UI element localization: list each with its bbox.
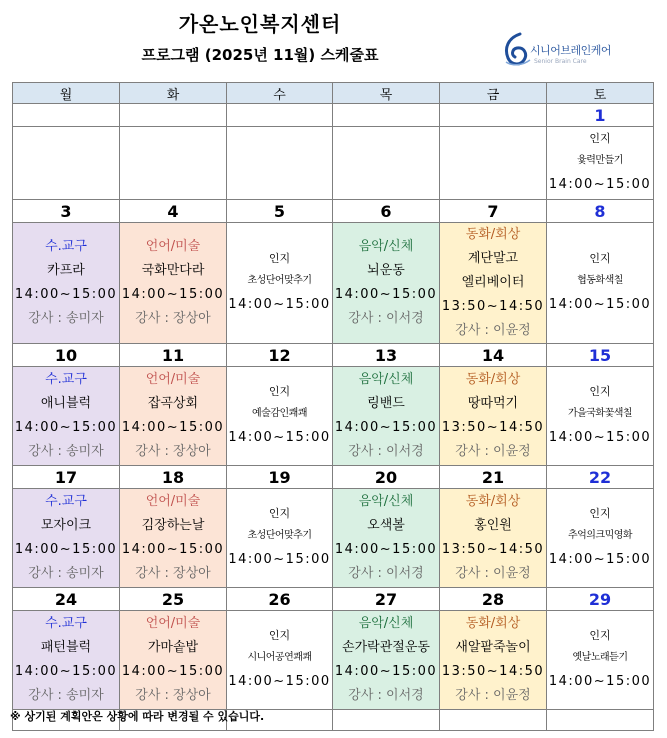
weekday-header: 월 <box>13 83 120 104</box>
program-category: 인지 <box>268 507 291 520</box>
program-time: 14:00~15:00 <box>121 287 225 302</box>
program-category: 언어/미술 <box>145 494 201 509</box>
event-cell <box>120 489 227 588</box>
event-cell <box>13 127 120 200</box>
date-number: 14 <box>440 344 547 367</box>
date-row <box>13 104 654 127</box>
program-category: 인지 <box>268 252 291 265</box>
event-cell <box>333 611 440 710</box>
event-cell <box>547 611 654 710</box>
program-teacher: 강사 : 이서경 <box>348 566 424 581</box>
date-number: 10 <box>13 344 120 367</box>
program-name: 추억의크믹영화 <box>567 530 633 541</box>
weekday-header: 토 <box>547 83 654 104</box>
event-cell <box>333 127 440 200</box>
weekday-header: 화 <box>120 83 227 104</box>
program-category: 음악/신체 <box>358 372 414 387</box>
weekday-header: 목 <box>333 83 440 104</box>
date-number: 4 <box>120 200 227 223</box>
program-category: 언어/미술 <box>145 239 201 254</box>
date-number: 22 <box>547 466 654 489</box>
event-cell <box>13 367 120 466</box>
program-time: 14:00~15:00 <box>334 420 438 435</box>
event-row <box>13 127 654 200</box>
weekday-header-row <box>13 83 654 104</box>
event-cell <box>13 489 120 588</box>
program-name: 김장하는날 <box>141 518 205 533</box>
program-name: 뇌운동 <box>367 263 405 278</box>
event-cell <box>440 223 547 344</box>
program-teacher: 강사 : 송미자 <box>28 311 104 326</box>
event-cell <box>547 127 654 200</box>
date-row <box>13 200 654 223</box>
program-teacher: 강사 : 송미자 <box>28 444 104 459</box>
program-name: 계단말고 <box>467 251 519 266</box>
program-time: 14:00~15:00 <box>121 664 225 679</box>
event-cell <box>227 223 333 344</box>
event-row <box>13 223 654 344</box>
program-name: 가마솥밥 <box>147 640 199 655</box>
program-category: 동화/회상 <box>465 372 521 387</box>
program-category: 수.교구 <box>45 372 87 387</box>
date-number <box>440 104 547 127</box>
date-number <box>120 104 227 127</box>
event-cell <box>120 127 227 200</box>
date-number <box>333 104 440 127</box>
program-time: 13:50~14:50 <box>441 664 545 679</box>
program-time: 14:00~15:00 <box>228 297 331 312</box>
event-cell <box>13 611 120 710</box>
event-cell <box>440 127 547 200</box>
schedule-table <box>12 82 654 731</box>
program-teacher: 강사 : 이서경 <box>348 311 424 326</box>
event-cell <box>120 223 227 344</box>
center-logo <box>500 32 650 72</box>
program-time: 14:00~15:00 <box>548 430 652 445</box>
program-name: 오색볼 <box>367 518 405 533</box>
program-name: 가을국화꽃색칠 <box>567 408 633 419</box>
program-time: 13:50~14:50 <box>441 542 545 557</box>
program-teacher: 강사 : 송미자 <box>28 688 104 703</box>
program-category: 음악/신체 <box>358 239 414 254</box>
program-name: 잡곡상회 <box>147 396 199 411</box>
event-cell <box>227 127 333 200</box>
event-cell <box>227 489 333 588</box>
date-row <box>13 588 654 611</box>
program-category: 언어/미술 <box>145 616 201 631</box>
program-teacher: 강사 : 이윤정 <box>455 444 531 459</box>
program-category: 인지 <box>268 385 291 398</box>
logo-subtext: Senior Brain Care <box>534 58 587 65</box>
program-time: 14:00~15:00 <box>121 542 225 557</box>
date-number <box>227 104 333 127</box>
program-teacher: 강사 : 이서경 <box>348 688 424 703</box>
event-cell <box>13 223 120 344</box>
date-number: 3 <box>13 200 120 223</box>
event-row <box>13 367 654 466</box>
program-name: 홍인원 <box>474 518 512 533</box>
program-name: 카프라 <box>47 263 85 278</box>
program-time: 14:00~15:00 <box>228 552 331 567</box>
program-name: 새알팥죽놀이 <box>455 640 531 655</box>
event-cell <box>547 223 654 344</box>
program-name: 애니블럭 <box>40 396 92 411</box>
event-cell <box>120 367 227 466</box>
date-number: 12 <box>227 344 333 367</box>
date-number: 28 <box>440 588 547 611</box>
program-name: 초성단어맞추기 <box>247 275 312 286</box>
program-name: 윷력만들기 <box>577 155 623 166</box>
program-category: 수.교구 <box>45 239 87 254</box>
program-time: 14:00~15:00 <box>548 177 652 192</box>
footnote: ※ 상기된 계획안은 상황에 따라 변경될 수 있습니다. <box>10 710 265 723</box>
date-row <box>13 466 654 489</box>
event-cell <box>333 367 440 466</box>
date-number: 5 <box>227 200 333 223</box>
date-number: 27 <box>333 588 440 611</box>
date-number: 15 <box>547 344 654 367</box>
program-category: 인지 <box>589 132 611 145</box>
program-name: 손가락관절운동 <box>342 640 430 655</box>
program-name: 초성단어맞추기 <box>247 530 312 541</box>
program-category: 동화/회상 <box>465 494 521 509</box>
date-number: 21 <box>440 466 547 489</box>
program-time: 14:00~15:00 <box>334 542 438 557</box>
program-category: 인지 <box>589 507 611 520</box>
event-cell <box>120 611 227 710</box>
event-cell <box>333 223 440 344</box>
program-teacher: 강사 : 장상아 <box>135 311 211 326</box>
program-teacher: 강사 : 송미자 <box>28 566 104 581</box>
program-teacher: 강사 : 장상아 <box>135 688 211 703</box>
program-name: 패턴블럭 <box>40 640 92 655</box>
date-number: 11 <box>120 344 227 367</box>
program-time: 14:00~15:00 <box>121 420 225 435</box>
logo-text: 시니어브레인케어 <box>530 44 612 57</box>
program-name-line2: 엘리베이터 <box>461 275 525 290</box>
date-number: 20 <box>333 466 440 489</box>
page-title: 가온노인복지센터 <box>178 12 342 36</box>
program-name: 예술감인쾌쾌 <box>252 408 307 419</box>
date-number: 13 <box>333 344 440 367</box>
weekday-header: 수 <box>227 83 333 104</box>
program-time: 14:00~15:00 <box>548 552 652 567</box>
program-name: 국화만다라 <box>141 263 205 278</box>
date-number: 25 <box>120 588 227 611</box>
program-teacher: 강사 : 장상아 <box>135 444 211 459</box>
date-number: 29 <box>547 588 654 611</box>
event-row <box>13 611 654 710</box>
program-teacher: 강사 : 이윤정 <box>455 688 531 703</box>
event-cell <box>547 367 654 466</box>
program-category: 인지 <box>589 629 611 642</box>
program-name: 땅따먹기 <box>467 396 519 411</box>
event-cell <box>547 489 654 588</box>
program-name: 옛날노래듣기 <box>572 652 628 663</box>
program-teacher: 강사 : 이서경 <box>348 444 424 459</box>
event-row <box>13 489 654 588</box>
program-name: 모자이크 <box>40 518 92 533</box>
program-category: 인지 <box>589 252 611 265</box>
program-time: 14:00~15:00 <box>334 664 438 679</box>
date-number: 24 <box>13 588 120 611</box>
program-category: 동화/회상 <box>465 616 521 631</box>
program-time: 14:00~15:00 <box>228 674 331 689</box>
date-number: 19 <box>227 466 333 489</box>
weekday-header: 금 <box>440 83 547 104</box>
program-time: 14:00~15:00 <box>334 287 438 302</box>
program-time: 14:00~15:00 <box>14 420 118 435</box>
date-number: 1 <box>547 104 654 127</box>
date-number: 7 <box>440 200 547 223</box>
program-category: 수.교구 <box>45 494 87 509</box>
program-time: 13:50~14:50 <box>441 299 545 314</box>
program-time: 14:00~15:00 <box>14 287 118 302</box>
program-category: 인지 <box>268 629 291 642</box>
program-category: 수.교구 <box>45 616 87 631</box>
program-time: 13:50~14:50 <box>441 420 545 435</box>
program-time: 14:00~15:00 <box>548 674 652 689</box>
program-name: 협동화색칠 <box>577 275 623 286</box>
event-cell <box>440 367 547 466</box>
logo-icon <box>502 32 532 68</box>
program-time: 14:00~15:00 <box>14 542 118 557</box>
program-category: 음악/신체 <box>358 616 414 631</box>
event-cell <box>333 489 440 588</box>
program-category: 동화/회상 <box>465 227 521 242</box>
program-teacher: 강사 : 이윤정 <box>455 566 531 581</box>
date-number: 8 <box>547 200 654 223</box>
date-row <box>13 344 654 367</box>
program-teacher: 강사 : 이윤정 <box>455 323 531 338</box>
page-subtitle: 프로그램 (2025년 11월) 스케줄표 <box>141 46 379 64</box>
date-number <box>13 104 120 127</box>
event-cell <box>440 489 547 588</box>
program-name: 시니어공연쾌쾌 <box>247 652 312 663</box>
date-number: 17 <box>13 466 120 489</box>
program-name: 링밴드 <box>367 396 405 411</box>
program-category: 언어/미술 <box>145 372 201 387</box>
event-cell <box>227 611 333 710</box>
event-cell <box>227 367 333 466</box>
program-category: 음악/신체 <box>358 494 414 509</box>
date-number: 6 <box>333 200 440 223</box>
program-teacher: 강사 : 장상아 <box>135 566 211 581</box>
program-time: 14:00~15:00 <box>548 297 652 312</box>
event-cell <box>440 611 547 710</box>
program-time: 14:00~15:00 <box>14 664 118 679</box>
date-number: 18 <box>120 466 227 489</box>
program-category: 인지 <box>589 385 611 398</box>
program-time: 14:00~15:00 <box>228 430 331 445</box>
date-number: 26 <box>227 588 333 611</box>
